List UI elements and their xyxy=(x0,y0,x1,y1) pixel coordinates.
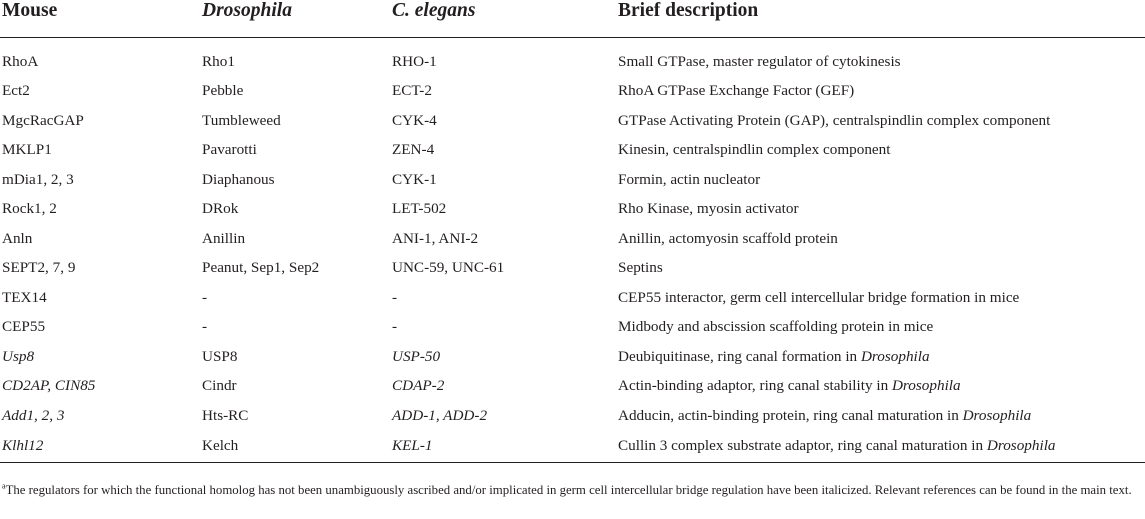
cell-mouse: Add1, 2, 3 xyxy=(2,406,65,424)
description-text: Actin-binding adaptor, ring canal stability in xyxy=(618,377,892,395)
cell-description xyxy=(616,136,1145,166)
cell-mouse: Rock1, 2 xyxy=(2,200,57,218)
cell-description xyxy=(616,224,1145,254)
table-row xyxy=(0,195,1145,225)
table-row xyxy=(0,106,1145,136)
cell-mouse: Anln xyxy=(2,229,33,247)
cell-mouse: Usp8 xyxy=(2,347,35,365)
cell-celegans: RHO-1 xyxy=(392,52,437,70)
cell-description xyxy=(616,254,1145,284)
cell-description xyxy=(616,342,1145,372)
header-mouse: Mouse xyxy=(0,0,200,38)
cell-drosophila: Tumbleweed xyxy=(202,111,281,129)
cell-description xyxy=(616,106,1145,136)
table-row xyxy=(0,47,1145,77)
cell-mouse: mDia1, 2, 3 xyxy=(2,170,74,188)
table-row xyxy=(0,431,1145,463)
header-description: Brief description xyxy=(616,0,1145,38)
header-celegans: C. elegans xyxy=(390,0,616,38)
header-drosophila: Drosophila xyxy=(200,0,390,38)
description-organism: Drosophila xyxy=(860,347,930,365)
cell-celegans: CYK-4 xyxy=(392,111,437,129)
description-text: Kinesin, centralspindlin complex component xyxy=(618,141,891,159)
cell-drosophila: - xyxy=(202,288,208,306)
table-row xyxy=(0,372,1145,402)
cell-drosophila: USP8 xyxy=(202,347,238,365)
description-text: Cullin 3 complex substrate adaptor, ring canal maturation in xyxy=(618,437,987,454)
description-text: Rho Kinase, myosin activator xyxy=(618,200,799,218)
cell-drosophila: Kelch xyxy=(200,431,390,463)
table-row xyxy=(0,136,1145,166)
table-row xyxy=(0,313,1145,343)
footnote-text: The regulators for which the functional homolog has not been unambiguously ascribed and/or implicated in germ cell intercellular bridge regulation have been italicized. Relevant references can be found in the main text. xyxy=(5,483,1132,497)
table-row xyxy=(0,283,1145,313)
header-row xyxy=(0,0,1145,38)
table-row xyxy=(0,77,1145,107)
cell-celegans: - xyxy=(392,318,398,336)
description-text: Anillin, actomyosin scaffold protein xyxy=(618,229,838,247)
cell-mouse: RhoA xyxy=(2,52,39,70)
table-row xyxy=(0,342,1145,372)
cell-celegans: - xyxy=(392,288,398,306)
cell-drosophila: Peanut, Sep1, Sep2 xyxy=(202,259,320,277)
cell-mouse: CD2AP, CIN85 xyxy=(2,377,96,395)
description-text: Midbody and abscission scaffolding protein in mice xyxy=(618,318,934,336)
cell-description xyxy=(616,313,1145,343)
footnote-marker: a xyxy=(2,481,6,491)
cell-celegans: ZEN-4 xyxy=(392,141,435,159)
cell-celegans: CYK-1 xyxy=(392,170,437,188)
cell-mouse: SEPT2, 7, 9 xyxy=(2,259,76,277)
description-text: Formin, actin nucleator xyxy=(618,170,761,188)
table-row xyxy=(0,401,1145,431)
cell-description xyxy=(616,372,1145,402)
cell-celegans: ANI-1, ANI-2 xyxy=(392,229,479,247)
description-organism: Drosophila xyxy=(891,377,961,395)
cell-celegans: CDAP-2 xyxy=(392,377,445,395)
cell-celegans: LET-502 xyxy=(392,200,447,218)
cell-description xyxy=(616,431,1145,463)
table-footnote xyxy=(2,481,1142,500)
cell-description xyxy=(616,165,1145,195)
cell-drosophila: Anillin xyxy=(202,229,246,247)
cell-celegans: USP-50 xyxy=(392,347,441,365)
description-organism: Drosophila xyxy=(962,406,1032,424)
cell-celegans: KEL-1 xyxy=(390,431,616,463)
cell-mouse: Ect2 xyxy=(2,82,30,100)
cell-drosophila: Diaphanous xyxy=(202,170,275,188)
table-row xyxy=(0,165,1145,195)
cell-mouse: MgcRacGAP xyxy=(2,111,84,129)
cell-drosophila: Rho1 xyxy=(202,52,235,70)
description-organism: Drosophila xyxy=(986,437,1056,454)
description-text: Deubiquitinase, ring canal formation in xyxy=(618,347,861,365)
description-text: RhoA GTPase Exchange Factor (GEF) xyxy=(618,82,855,100)
cell-drosophila: Pebble xyxy=(202,82,244,100)
cell-mouse: MKLP1 xyxy=(2,141,52,159)
cell-celegans: ECT-2 xyxy=(392,82,432,100)
table-body xyxy=(0,38,1145,463)
cell-mouse: Klhl12 xyxy=(0,431,200,463)
description-text: Adducin, actin-binding protein, ring canal maturation in xyxy=(618,406,963,424)
description-text: Septins xyxy=(618,259,663,277)
cell-drosophila: Pavarotti xyxy=(202,141,257,159)
spacer-row xyxy=(0,38,1145,48)
cell-description xyxy=(616,401,1145,431)
cell-mouse: TEX14 xyxy=(2,288,47,306)
cell-description xyxy=(616,47,1145,77)
table-row xyxy=(0,224,1145,254)
cell-description xyxy=(616,195,1145,225)
cell-celegans: ADD-1, ADD-2 xyxy=(392,406,488,424)
description-text: CEP55 interactor, germ cell intercellular bridge formation in mice xyxy=(618,288,1020,306)
cell-celegans: UNC-59, UNC-61 xyxy=(392,259,505,277)
cell-description xyxy=(616,283,1145,313)
cell-drosophila: Cindr xyxy=(202,377,237,395)
cell-drosophila: Hts-RC xyxy=(202,406,249,424)
description-text: Small GTPase, master regulator of cytokinesis xyxy=(618,52,901,70)
table-row xyxy=(0,254,1145,284)
cell-drosophila: - xyxy=(202,318,208,336)
cell-drosophila: DRok xyxy=(202,200,239,218)
cell-description xyxy=(616,77,1145,107)
cell-mouse: CEP55 xyxy=(2,318,46,336)
description-text: GTPase Activating Protein (GAP), centralspindlin complex component xyxy=(618,111,1051,129)
